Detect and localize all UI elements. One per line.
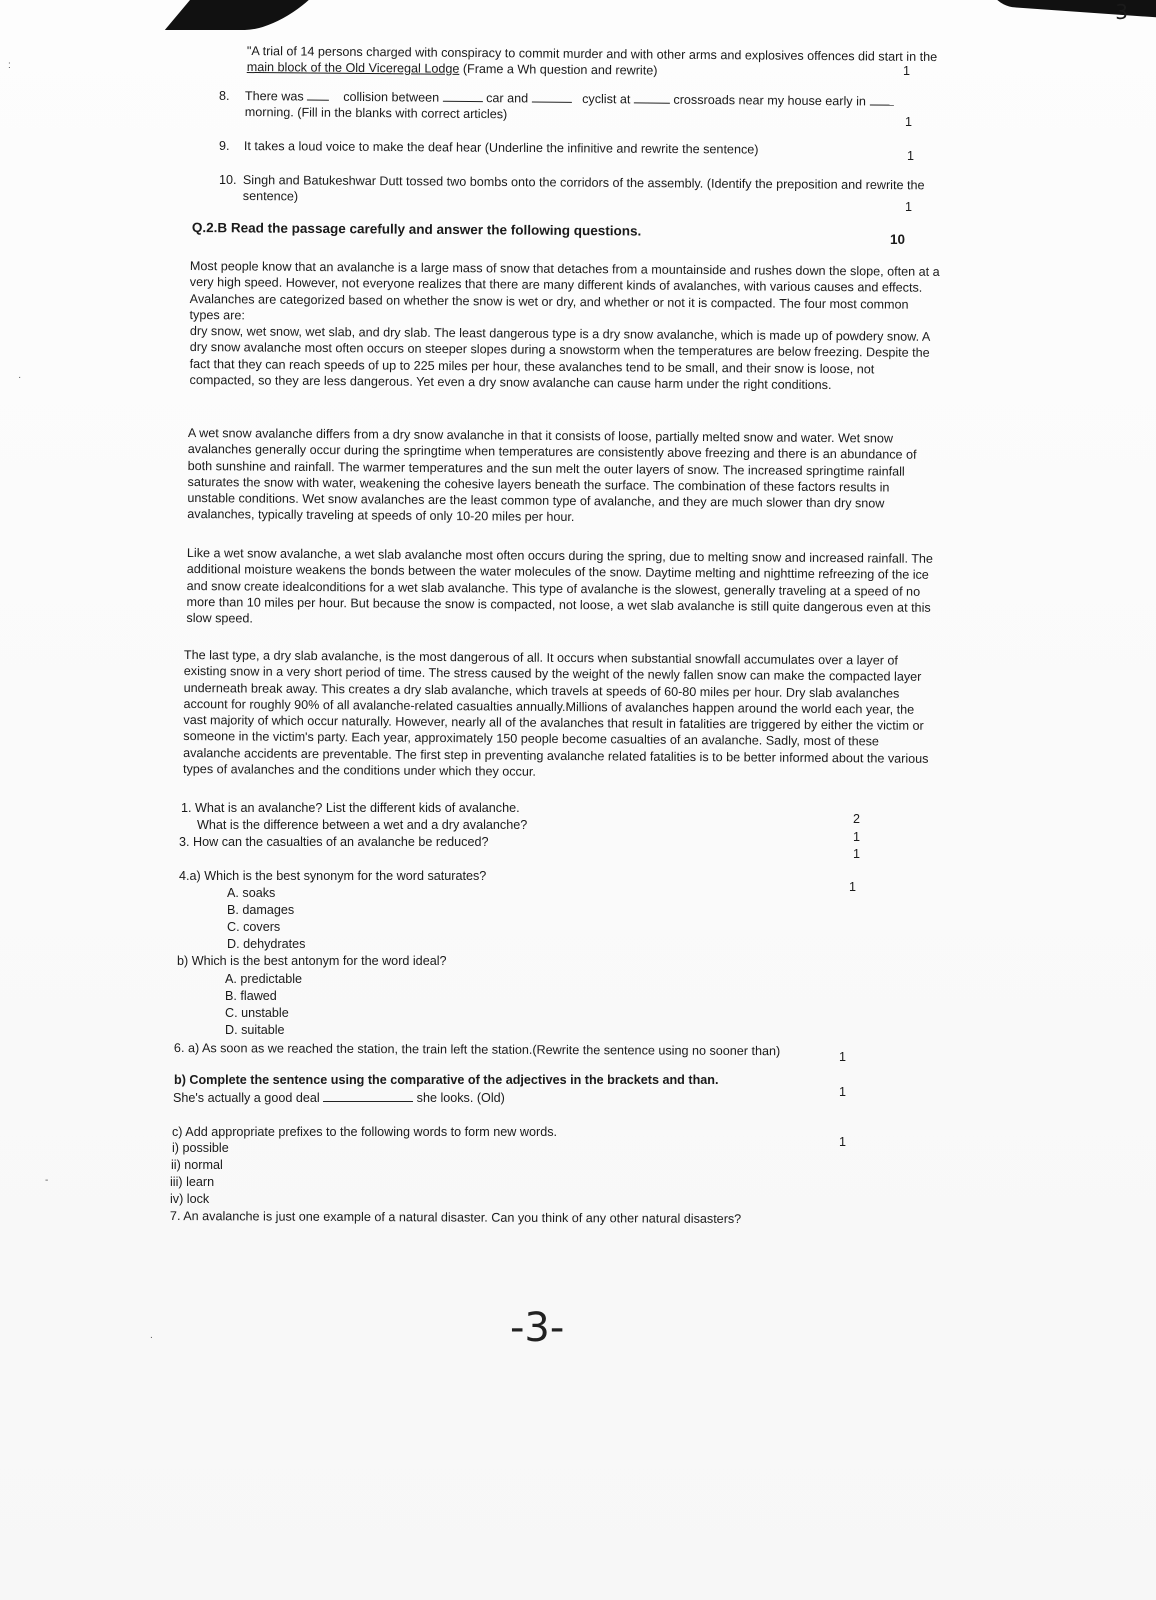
question-8-line-2: morning. (Fill in the blanks with correct articles) [244,104,508,122]
question-6b-sentence [173,1090,505,1106]
scan-speck: · [18,372,22,383]
prefix-word-4: iv) lock [170,1192,210,1206]
prefix-word-2: ii) normal [171,1158,223,1172]
question-1-mark: 2 [852,812,860,826]
question-2: What is the difference between a wet and a dry avalanche? [197,818,528,832]
question-7 [247,43,947,81]
scan-speck: - [45,1175,49,1186]
question-6c-mark: 1 [838,1135,846,1149]
blank-line [323,1091,413,1102]
option-4a-b: B. damages [227,903,295,917]
page-number-top: 3 [1115,0,1128,24]
question-6a: 6. a) As soon as we reached the station, the train left the station.(Rewrite the sentence using no sooner than) [173,1041,781,1059]
blank-line [634,92,670,103]
question-8-part-2: collision between [343,89,440,105]
question-8-part-1: There was [244,88,304,104]
scan-speck: : [8,60,11,71]
question-9-text: It takes a loud voice to make the deaf hear (Underline the infinitive and rewrite the sentence) [243,138,759,157]
passage-paragraph-4: Like a wet snow avalanche, a wet slab avalanche most often occurs during the spring, due to melting snow and increased rainfall. The additional moisture weakens the bonds between the water molecules of the snow. Daytime melting and nighttime refreezing of the ice and snow create idealconditions for a wet slab avalanche. This type of avalanche is the slowest, generally traveling at a speed of no more than 10 miles per hour. But because the snow is compacted, not loose, a wet slab avalanche is still quite dangerous even at this slow speed. [186,545,934,626]
question-7-instruction: (Frame a Wh question and rewrite) [462,61,658,78]
question-3: 3. How can the casualties of an avalanche be reduced? [179,835,489,849]
option-4a-d: D. dehydrates [227,937,306,951]
question-6b-heading: b) Complete the sentence using the comparative of the adjectives in the brackets and than. [174,1073,719,1087]
question-6b-mark: 1 [838,1085,846,1099]
question-10-number: 10. [219,173,237,187]
passage-paragraph-2: dry snow, wet snow, wet slab, and dry slab. The least dangerous type is a dry snow avalanche, which is made up of powdery snow. A dry snow avalanche most often occurs on steeper slopes during a snowstorm when the temperatures are below freezing. Despite the fact that they can reach speeds of up to 225 miles per hour, these avalanches tend to be small, and their snow is loose, not compacted, so they are less dangerous. Yet even a dry snow avalanche can cause harm under the right conditions. [189,323,930,392]
passage-paragraph-1: Most people know that an avalanche is a large mass of snow that detaches from a mountainside and rushes down the slope, often at a very high speed. However, not everyone realizes that there are many different kinds of avalanches, with various causes and effects. Avalanches are categorized based on whether the snow is wet or dry, and whether or not it is compacted. The four most common types are: [189,258,940,323]
question-9-mark: 1 [906,149,914,163]
blank-line [532,92,572,103]
question-8-number: 8. [219,89,230,103]
scan-speck: . [150,1330,153,1341]
question-6a-mark: 1 [838,1050,846,1064]
blank-line [443,91,483,102]
question-10 [243,172,933,209]
question-8-part-5: crossroads near my house early in [673,92,866,109]
blank-line [307,90,329,101]
question-4b: b) Which is the best antonym for the word ideal? [177,954,447,968]
option-4b-c: C. unstable [225,1006,289,1020]
question-8-part-3: car and [486,91,529,106]
option-4a-c: C. covers [227,920,281,934]
question-4a: 4.a) Which is the best synonym for the word saturates? [179,869,487,883]
page-number-bottom: -3- [510,1305,565,1351]
question-6b-part-b: she looks. (Old) [416,1091,505,1105]
question-8 [245,88,925,126]
question-9-number: 9. [219,139,230,153]
question-7-mark: 1 [902,64,910,78]
question-10-line-2: sentence) [242,188,299,204]
question-10-mark: 1 [904,200,912,214]
question-4a-mark: 1 [848,880,856,894]
option-4b-a: A. predictable [225,972,303,986]
option-4a-a: A. soaks [227,886,276,900]
blank-line [869,94,893,105]
prefix-word-3: iii) learn [170,1175,215,1189]
question-7-text: "A trial of 14 persons charged with conspiracy to commit murder and with other arms and explosives offences did start in the [246,43,938,65]
option-4b-d: D. suitable [225,1023,285,1037]
section-heading: Q.2.B Read the passage carefully and answer the following questions. [191,220,642,239]
scan-shadow-top-left [165,0,335,30]
question-3-mark: 1 [852,847,860,861]
scan-shadow-top-right [985,0,1156,19]
question-7-underlined: main block of the Old Viceregal Lodge [246,59,460,76]
question-6b-part-a: She's actually a good deal [173,1091,320,1105]
question-10-line-1: Singh and Batukeshwar Dutt tossed two bombs onto the corridors of the assembly. (Identify the preposition and rewrite the [242,172,925,193]
question-8-mark: 1 [904,115,912,129]
passage-paragraph-5: The last type, a dry slab avalanche, is the most dangerous of all. It occurs when substantial snowfall accumulates over a layer of existing snow in a very short period of time. The stress caused by the weight of the newly fallen snow can make the compacted layer underneath break away. This creates a dry slab avalanche, which travels at speeds of 60-80 miles per hour. Dry slab avalanches account for roughly 90% of all avalanche-related casualties annually.Millions of avalanches happen around the world each year, the vast majority of which occur naturally. However, nearly all of the avalanches that result in fatalities are triggered by either the victim or someone in the victim's party. Each year, approximately 150 people become casualties of an avalanche. Sadly, most of these avalanche accidents are preventable. The first step in preventing avalanche related fatalities is to be better informed about the various types of avalanches and the conditions under which they occur. [182,647,929,779]
question-7-natural-disaster: 7. An avalanche is just one example of a natural disaster. Can you think of any other natural disasters? [169,1209,742,1226]
question-1: 1. What is an avalanche? List the different kids of avalanche. [181,801,520,815]
prefix-word-1: i) possible [172,1141,229,1155]
question-8-part-4: cyclist at [582,91,631,107]
question-6c-heading: c) Add appropriate prefixes to the following words to form new words. [172,1125,557,1139]
option-4b-b: B. flawed [225,989,277,1003]
section-marks: 10 [890,232,906,247]
passage-paragraph-3: A wet snow avalanche differs from a dry snow avalanche in that it consists of loose, partially melted snow and water. Wet snow avalanches generally occur during the springtime when temperatures are consistently above freezing and there is an abundance of both sunshine and rainfall. The warmer temperatures and the sun melt the outer layers of snow. The increased springtime rainfall saturates the snow with water, weakening the cohesive layers beneath the surface. The combination of these factors results in unstable conditions. Wet snow avalanches are the least common type of avalanche, and they are much slower than dry snow avalanches, typically traveling at speeds of only 10-20 miles per hour. [187,425,917,525]
question-2-mark: 1 [852,830,860,844]
